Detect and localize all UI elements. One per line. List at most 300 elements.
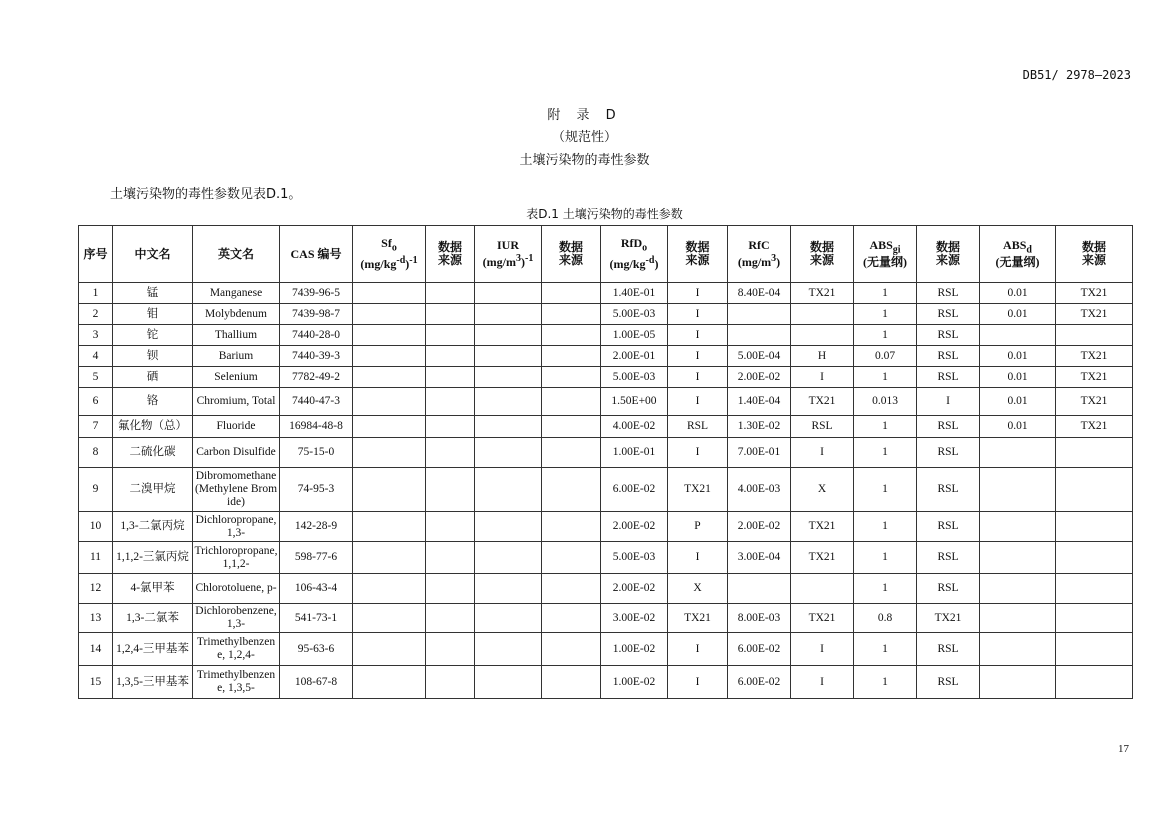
header-unit_end: ) — [405, 257, 410, 272]
table-cell: Thallium — [193, 325, 280, 346]
table-cell: 16984-48-8 — [280, 416, 353, 438]
table-cell: TX21 — [1056, 367, 1133, 388]
header-unit: (mg/kg — [360, 257, 397, 272]
table-cell — [475, 666, 542, 699]
table-cell — [353, 542, 426, 574]
appendix-title: 附 录 D — [547, 108, 622, 123]
table-cell: TX21 — [791, 542, 854, 574]
table-row — [79, 283, 1133, 304]
table-cell: 1.50E+00 — [601, 388, 668, 416]
table-cell — [426, 367, 475, 388]
table-row — [79, 542, 1133, 574]
column-header — [791, 226, 854, 283]
table-cell — [353, 604, 426, 633]
table-cell — [791, 574, 854, 604]
table-cell: RSL — [917, 438, 980, 468]
table-cell: 8.40E-04 — [728, 283, 791, 304]
table-cell: RSL — [917, 346, 980, 367]
table-cell: 1 — [854, 304, 917, 325]
table-cell: 3.00E-04 — [728, 542, 791, 574]
table-cell — [475, 633, 542, 666]
table-cell — [542, 283, 601, 304]
header-main: ABS — [869, 237, 893, 252]
table-cell: Fluoride — [193, 416, 280, 438]
table-cell — [728, 574, 791, 604]
table-cell: 7782-49-2 — [280, 367, 353, 388]
table-cell: 5.00E-04 — [728, 346, 791, 367]
table-cell: RSL — [917, 325, 980, 346]
table-cell — [1056, 604, 1133, 633]
header-main: 数据 — [437, 240, 462, 254]
table-cell — [542, 633, 601, 666]
table-cell — [542, 416, 601, 438]
table-row — [79, 304, 1133, 325]
table-cell: 75-15-0 — [280, 438, 353, 468]
table-cell: 6.00E-02 — [728, 666, 791, 699]
table-cell: 1 — [854, 416, 917, 438]
table-cell — [980, 468, 1056, 512]
table-cell: 氟化物（总） — [113, 416, 193, 438]
table-cell — [980, 542, 1056, 574]
table-cell: 1.00E-05 — [601, 325, 668, 346]
table-cell — [542, 304, 601, 325]
table-cell: 5.00E-03 — [601, 367, 668, 388]
table-cell — [353, 416, 426, 438]
table-cell: 4.00E-03 — [728, 468, 791, 512]
table-cell — [1056, 574, 1133, 604]
table-cell — [791, 304, 854, 325]
header-main: 数据 — [1081, 240, 1106, 254]
table-cell: Chromium, Total — [193, 388, 280, 416]
table-cell — [475, 388, 542, 416]
table-cell — [1056, 325, 1133, 346]
toxicity-table — [78, 225, 1133, 699]
table-cell: 7439-96-5 — [280, 283, 353, 304]
table-cell — [426, 666, 475, 699]
header-unit: (mg/m — [482, 255, 516, 269]
table-cell: 1,2,4-三甲基苯 — [113, 633, 193, 666]
table-cell: 2.00E-02 — [601, 512, 668, 542]
table-row — [79, 438, 1133, 468]
header-line2: 来源 — [558, 253, 583, 267]
table-cell: 1 — [854, 468, 917, 512]
table-cell: 4-氯甲苯 — [113, 574, 193, 604]
table-cell: TX21 — [917, 604, 980, 633]
table-cell — [426, 325, 475, 346]
table-cell — [980, 604, 1056, 633]
header-sub: o — [391, 242, 397, 254]
table-cell — [353, 346, 426, 367]
table-cell: 1,1,2-三氯丙烷 — [113, 542, 193, 574]
column-header — [353, 226, 426, 283]
table-cell: 1 — [854, 283, 917, 304]
table-cell — [542, 346, 601, 367]
table-cell: 0.01 — [980, 367, 1056, 388]
header-unit: (mg/m — [737, 255, 772, 269]
table-cell: H — [791, 346, 854, 367]
column-header — [542, 226, 601, 283]
table-cell — [542, 438, 601, 468]
table-cell: Molybdenum — [193, 304, 280, 325]
table-cell — [426, 542, 475, 574]
table-cell: Dichloropropane, 1,3- — [193, 512, 280, 542]
table-cell: TX21 — [668, 604, 728, 633]
table-cell: 1,3-二氯丙烷 — [113, 512, 193, 542]
header-sub: o — [642, 242, 648, 254]
table-row — [79, 325, 1133, 346]
table-cell: 0.01 — [980, 346, 1056, 367]
table-cell — [475, 438, 542, 468]
table-cell — [475, 604, 542, 633]
table-cell: 1.40E-04 — [728, 388, 791, 416]
table-cell: 1.00E-01 — [601, 438, 668, 468]
table-cell: TX21 — [1056, 346, 1133, 367]
table-cell: Trimethylbenzene, 1,2,4- — [193, 633, 280, 666]
table-cell — [791, 325, 854, 346]
header-unit_end: ) — [520, 255, 525, 269]
table-cell: I — [668, 388, 728, 416]
table-cell: 598-77-6 — [280, 542, 353, 574]
header-main: ABS — [1003, 237, 1027, 252]
table-cell — [426, 346, 475, 367]
table-cell — [980, 438, 1056, 468]
table-cell — [542, 542, 601, 574]
table-cell: RSL — [917, 666, 980, 699]
table-cell: 1 — [854, 512, 917, 542]
table-cell: RSL — [917, 542, 980, 574]
table-cell: 13 — [79, 604, 113, 633]
table-cell — [353, 367, 426, 388]
table-cell: Manganese — [193, 283, 280, 304]
table-cell: 11 — [79, 542, 113, 574]
table-cell: 二硫化碳 — [113, 438, 193, 468]
table-cell — [542, 512, 601, 542]
table-cell — [353, 633, 426, 666]
header-line2: 来源 — [809, 253, 834, 267]
table-cell — [426, 388, 475, 416]
column-header — [113, 226, 193, 283]
table-row — [79, 367, 1133, 388]
table-cell — [426, 604, 475, 633]
table-cell: 1 — [854, 666, 917, 699]
table-cell — [353, 512, 426, 542]
table-cell: I — [668, 283, 728, 304]
table-cell: 2 — [79, 304, 113, 325]
table-cell: TX21 — [791, 512, 854, 542]
table-cell — [542, 388, 601, 416]
header-line2: 来源 — [685, 253, 710, 267]
column-header — [601, 226, 668, 283]
table-cell: 10 — [79, 512, 113, 542]
table-cell — [1056, 512, 1133, 542]
table-cell: 1 — [854, 633, 917, 666]
table-cell: 7440-47-3 — [280, 388, 353, 416]
table-cell: 4 — [79, 346, 113, 367]
header-unit_sup: -d — [396, 255, 406, 267]
table-cell — [1056, 438, 1133, 468]
header-main: 序号 — [83, 246, 108, 261]
table-cell — [353, 468, 426, 512]
table-cell: 8 — [79, 438, 113, 468]
table-cell: 钼 — [113, 304, 193, 325]
table-cell: TX21 — [1056, 388, 1133, 416]
table-cell: TX21 — [668, 468, 728, 512]
table-cell: 4.00E-02 — [601, 416, 668, 438]
table-cell: I — [668, 304, 728, 325]
table-cell: 8.00E-03 — [728, 604, 791, 633]
table-cell: 1 — [854, 367, 917, 388]
table-cell: 3 — [79, 325, 113, 346]
table-cell: 0.01 — [980, 283, 1056, 304]
table-cell: 6.00E-02 — [728, 633, 791, 666]
table-cell: I — [791, 633, 854, 666]
column-header — [475, 226, 542, 283]
column-header — [280, 226, 353, 283]
table-cell — [475, 512, 542, 542]
table-cell: TX21 — [1056, 283, 1133, 304]
table-cell — [475, 367, 542, 388]
table-cell: 硒 — [113, 367, 193, 388]
appendix-nature: （规范性） — [551, 130, 617, 145]
table-cell: I — [668, 367, 728, 388]
table-cell: 3.00E-02 — [601, 604, 668, 633]
table-cell: 12 — [79, 574, 113, 604]
table-cell: 二溴甲烷 — [113, 468, 193, 512]
table-cell: I — [668, 666, 728, 699]
table-row — [79, 574, 1133, 604]
header-unit_sup2: -1 — [409, 255, 418, 267]
table-cell: 14 — [79, 633, 113, 666]
table-cell: I — [668, 325, 728, 346]
table-cell: RSL — [917, 304, 980, 325]
appendix-subtitle: 土壤污染物的毒性参数 — [519, 153, 650, 168]
header-main: RfD — [620, 235, 643, 250]
table-cell: 6.00E-02 — [601, 468, 668, 512]
table-cell: 1.30E-02 — [728, 416, 791, 438]
table-cell — [426, 416, 475, 438]
table-cell: 1 — [79, 283, 113, 304]
table-cell — [1056, 633, 1133, 666]
table-cell — [426, 512, 475, 542]
column-header — [426, 226, 475, 283]
table-row — [79, 633, 1133, 666]
column-header — [193, 226, 280, 283]
header-line2: 来源 — [437, 253, 462, 267]
header-sub: d — [1026, 244, 1032, 256]
table-cell — [475, 468, 542, 512]
header-line2: (无量纲) — [863, 255, 907, 270]
column-header — [668, 226, 728, 283]
table-cell — [1056, 468, 1133, 512]
table-cell: 钡 — [113, 346, 193, 367]
table-cell: 0.01 — [980, 304, 1056, 325]
table-cell: RSL — [917, 574, 980, 604]
header-main: CAS 编号 — [290, 246, 342, 261]
table-cell: Barium — [193, 346, 280, 367]
table-cell: Dibromomethane (Methylene Bromide) — [193, 468, 280, 512]
table-cell: 142-28-9 — [280, 512, 353, 542]
table-cell: I — [791, 666, 854, 699]
table-cell — [1056, 542, 1133, 574]
table-cell: RSL — [668, 416, 728, 438]
table-cell: 7440-39-3 — [280, 346, 353, 367]
table-cell: TX21 — [1056, 416, 1133, 438]
table-cell: I — [791, 367, 854, 388]
table-row — [79, 468, 1133, 512]
header-main: 数据 — [809, 240, 834, 254]
table-cell: I — [917, 388, 980, 416]
table-cell — [353, 325, 426, 346]
table-cell: Chlorotoluene, p- — [193, 574, 280, 604]
table-cell: 1 — [854, 574, 917, 604]
table-cell — [542, 604, 601, 633]
table-cell — [475, 542, 542, 574]
table-cell: RSL — [917, 367, 980, 388]
table-cell — [475, 304, 542, 325]
table-cell: 2.00E-02 — [601, 574, 668, 604]
table-header-row — [79, 226, 1133, 283]
table-cell: Carbon Disulfide — [193, 438, 280, 468]
table-cell: 0.013 — [854, 388, 917, 416]
table-cell — [475, 574, 542, 604]
table-cell: 铬 — [113, 388, 193, 416]
table-cell — [475, 283, 542, 304]
table-cell: RSL — [791, 416, 854, 438]
page-number: 17 — [1118, 743, 1129, 755]
column-header — [854, 226, 917, 283]
table-cell — [426, 468, 475, 512]
header-main: 中文名 — [134, 246, 171, 261]
table-cell: I — [668, 438, 728, 468]
table-cell — [426, 633, 475, 666]
table-row — [79, 346, 1133, 367]
table-cell — [980, 633, 1056, 666]
table-row — [79, 512, 1133, 542]
document-number: DB51/ 2978—2023 — [1022, 68, 1131, 82]
table-cell: 7439-98-7 — [280, 304, 353, 325]
table-cell — [728, 325, 791, 346]
table-cell: 铊 — [113, 325, 193, 346]
header-main: IUR — [496, 238, 519, 252]
table-cell — [426, 574, 475, 604]
table-cell: 2.00E-01 — [601, 346, 668, 367]
table-cell: 108-67-8 — [280, 666, 353, 699]
header-main: 数据 — [558, 240, 583, 254]
table-cell: RSL — [917, 283, 980, 304]
header-line2: 来源 — [935, 253, 960, 267]
table-cell — [353, 574, 426, 604]
table-row — [79, 666, 1133, 699]
table-cell — [426, 438, 475, 468]
table-cell: X — [668, 574, 728, 604]
table-cell: TX21 — [791, 388, 854, 416]
header-unit_sup2: -1 — [524, 253, 534, 264]
table-cell — [980, 666, 1056, 699]
intro-text: 土壤污染物的毒性参数见表D.1。 — [110, 187, 302, 202]
table-cell — [980, 325, 1056, 346]
table-cell: I — [668, 542, 728, 574]
table-cell — [353, 283, 426, 304]
header-main: 英文名 — [217, 246, 254, 261]
table-cell — [542, 574, 601, 604]
table-cell — [353, 666, 426, 699]
table-cell: X — [791, 468, 854, 512]
table-cell: 95-63-6 — [280, 633, 353, 666]
table-caption: 表D.1 土壤污染物的毒性参数 — [526, 207, 683, 221]
table-cell: RSL — [917, 512, 980, 542]
table-cell: 6 — [79, 388, 113, 416]
table-cell: I — [791, 438, 854, 468]
table-cell — [475, 325, 542, 346]
table-row — [79, 604, 1133, 633]
table-cell: 7440-28-0 — [280, 325, 353, 346]
table-cell: TX21 — [1056, 304, 1133, 325]
column-header — [917, 226, 980, 283]
column-header — [79, 226, 113, 283]
table-cell — [426, 283, 475, 304]
table-cell: 5.00E-03 — [601, 304, 668, 325]
header-line2: 来源 — [1081, 253, 1106, 267]
table-cell — [353, 304, 426, 325]
table-cell: 2.00E-02 — [728, 512, 791, 542]
table-cell — [542, 666, 601, 699]
table-cell: 0.07 — [854, 346, 917, 367]
column-header — [1056, 226, 1133, 283]
table-cell: 2.00E-02 — [728, 367, 791, 388]
table-cell: 0.01 — [980, 388, 1056, 416]
table-cell: 9 — [79, 468, 113, 512]
table-cell: 7.00E-01 — [728, 438, 791, 468]
table-cell: 1.40E-01 — [601, 283, 668, 304]
header-main: Sf — [381, 235, 392, 250]
table-cell: 5.00E-03 — [601, 542, 668, 574]
table-row — [79, 416, 1133, 438]
table-cell: 1 — [854, 542, 917, 574]
header-main: 数据 — [685, 240, 710, 254]
header-main: RfC — [748, 238, 770, 252]
table-cell: 1 — [854, 325, 917, 346]
table-cell — [542, 468, 601, 512]
table-cell: I — [668, 633, 728, 666]
table-cell — [475, 416, 542, 438]
table-cell: Trimethylbenzene, 1,3,5- — [193, 666, 280, 699]
table-cell: I — [668, 346, 728, 367]
table-cell: RSL — [917, 416, 980, 438]
table-cell — [475, 346, 542, 367]
table-cell: P — [668, 512, 728, 542]
header-unit_end: ) — [654, 257, 659, 272]
table-cell — [1056, 666, 1133, 699]
table-cell — [353, 438, 426, 468]
table-cell: 15 — [79, 666, 113, 699]
header-unit_sup: 3 — [515, 253, 521, 264]
table-cell: TX21 — [791, 283, 854, 304]
header-main: 数据 — [935, 240, 960, 254]
column-header — [728, 226, 791, 283]
table-cell: Trichloropropane, 1,1,2- — [193, 542, 280, 574]
header-line2: (无量纲) — [995, 255, 1040, 270]
table-cell: 1.00E-02 — [601, 633, 668, 666]
table-cell: 106-43-4 — [280, 574, 353, 604]
table-cell: 锰 — [113, 283, 193, 304]
column-header — [980, 226, 1056, 283]
table-cell: 7 — [79, 416, 113, 438]
table-cell — [980, 512, 1056, 542]
table-cell: Selenium — [193, 367, 280, 388]
table-cell: 1.00E-02 — [601, 666, 668, 699]
header-unit: (mg/kg — [609, 257, 646, 272]
table-cell: 0.8 — [854, 604, 917, 633]
